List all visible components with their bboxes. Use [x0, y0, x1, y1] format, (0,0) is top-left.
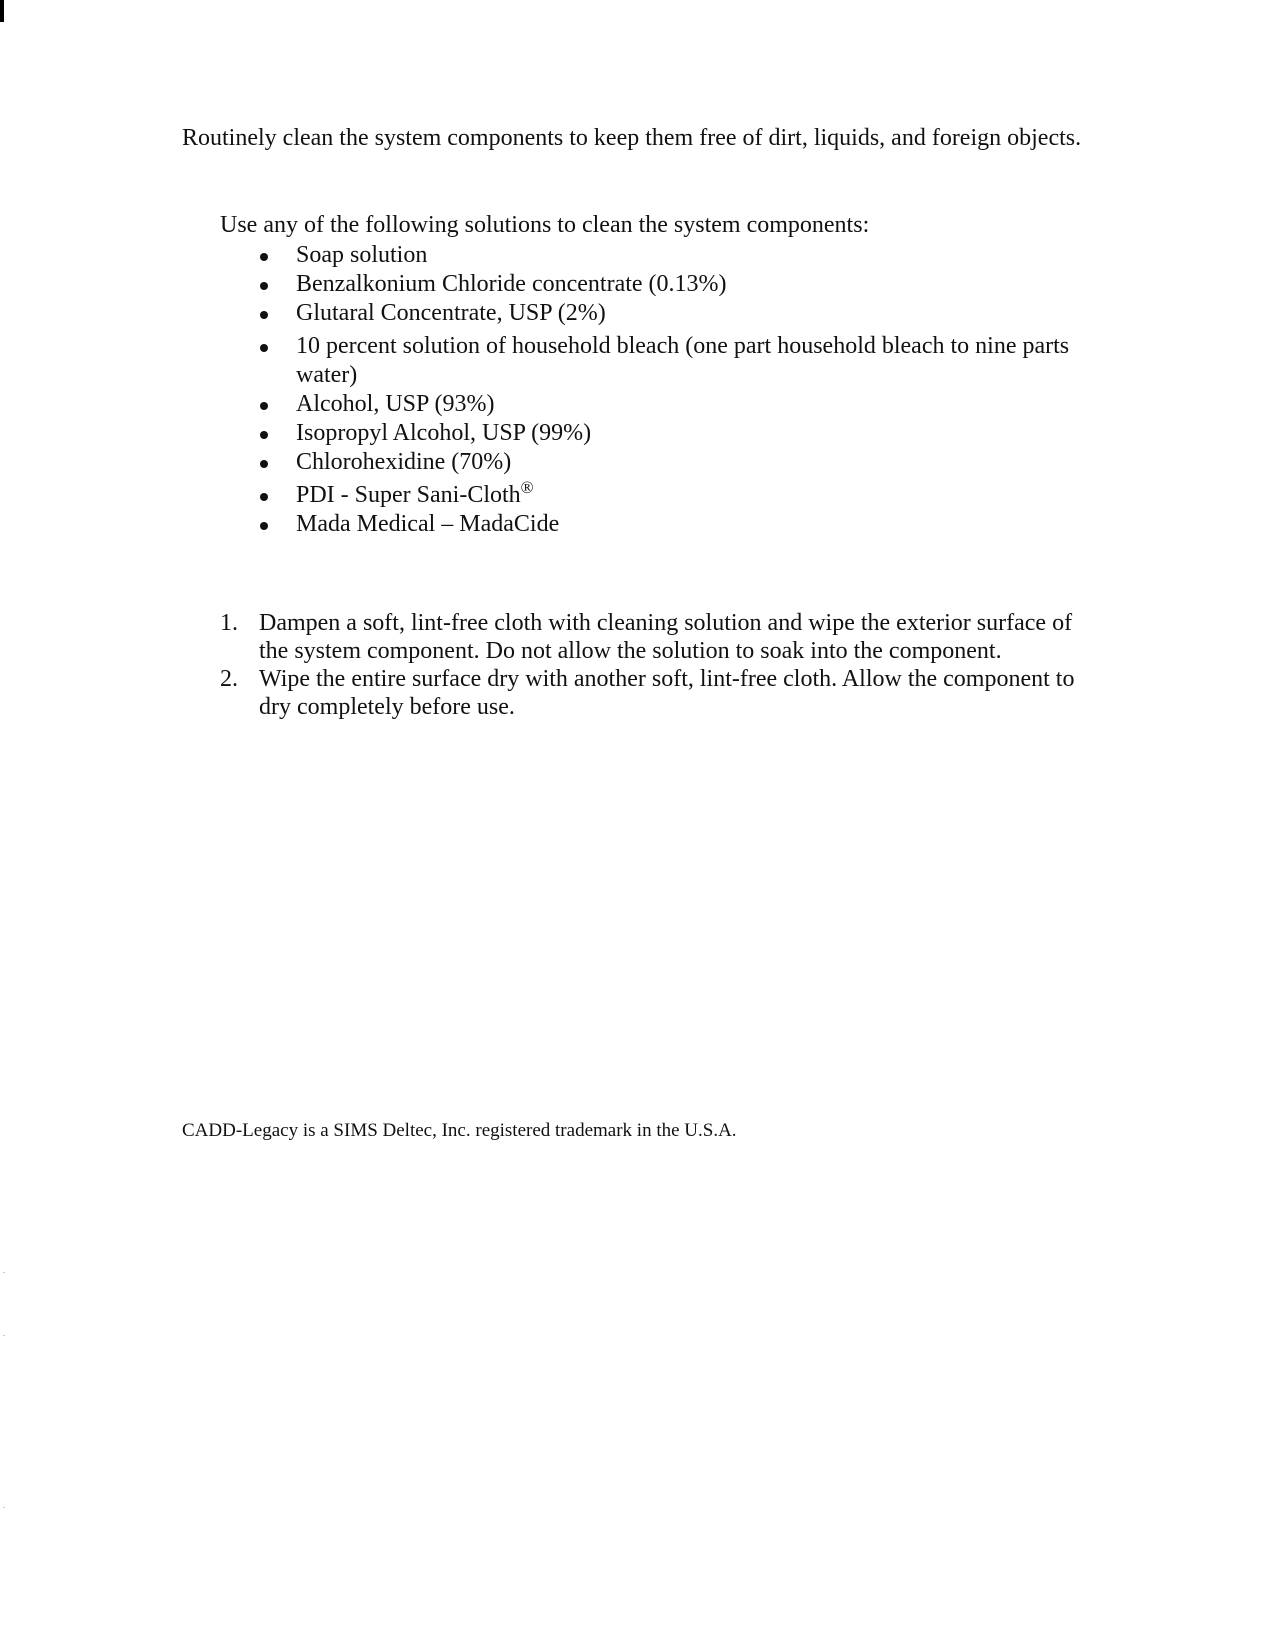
bullet-icon [260, 460, 268, 468]
solution-label: Isopropyl Alcohol, USP (99%) [296, 420, 592, 446]
scan-artifact [3, 1335, 5, 1336]
bullet-icon [260, 344, 268, 352]
scan-artifact [3, 1272, 5, 1273]
step-item [220, 665, 1100, 721]
solution-label: PDI - Super Sani-Cloth [296, 482, 521, 508]
step-item [220, 609, 1100, 665]
solution-label: Glutaral Concentrate, USP (2%) [296, 300, 606, 326]
step-number: 1. [220, 610, 238, 636]
solution-label: 10 percent solution of household bleach (one part household bleach to nine parts water) [296, 333, 1070, 388]
solutions-lead-text: Use any of the following solutions to clean the system components: [220, 212, 870, 238]
scan-artifact [3, 1507, 5, 1508]
list-item [257, 390, 1097, 419]
bullet-icon [260, 311, 268, 319]
cleaning-solutions-list [257, 241, 1097, 539]
solution-label: Benzalkonium Chloride concentrate (0.13%) [296, 271, 727, 297]
list-item [257, 328, 1097, 390]
solution-label: Chlorohexidine (70%) [296, 449, 512, 475]
list-item [257, 510, 1097, 539]
trademark-note: CADD-Legacy is a SIMS Deltec, Inc. registered trademark in the U.S.A. [182, 1120, 737, 1141]
step-text: Dampen a soft, lint-free cloth with cleaning solution and wipe the exterior surface of the system component. Do not allow the solution to soak into the component. [259, 610, 1073, 664]
solution-label: Mada Medical – MadaCide [296, 511, 560, 537]
list-item [257, 270, 1097, 299]
solution-label: Soap solution [296, 242, 428, 268]
bullet-icon [260, 253, 268, 261]
solution-label: Alcohol, USP (93%) [296, 391, 495, 417]
registered-mark: ® [520, 478, 534, 497]
bullet-icon [260, 431, 268, 439]
step-text: Wipe the entire surface dry with another soft, lint-free cloth. Allow the component to dry completely before use. [259, 666, 1075, 720]
bullet-icon [260, 493, 268, 501]
list-item [257, 448, 1097, 477]
list-item [257, 241, 1097, 270]
bullet-icon [260, 282, 268, 290]
bullet-icon [260, 522, 268, 530]
list-item [257, 419, 1097, 448]
list-item [257, 299, 1097, 328]
bullet-icon [260, 402, 268, 410]
list-item [257, 477, 1097, 510]
step-number: 2. [220, 666, 238, 692]
intro-paragraph: Routinely clean the system components to keep them free of dirt, liquids, and foreign objects. [182, 125, 1082, 151]
scan-corner-mark [0, 0, 4, 22]
cleaning-steps-list [220, 609, 1100, 721]
